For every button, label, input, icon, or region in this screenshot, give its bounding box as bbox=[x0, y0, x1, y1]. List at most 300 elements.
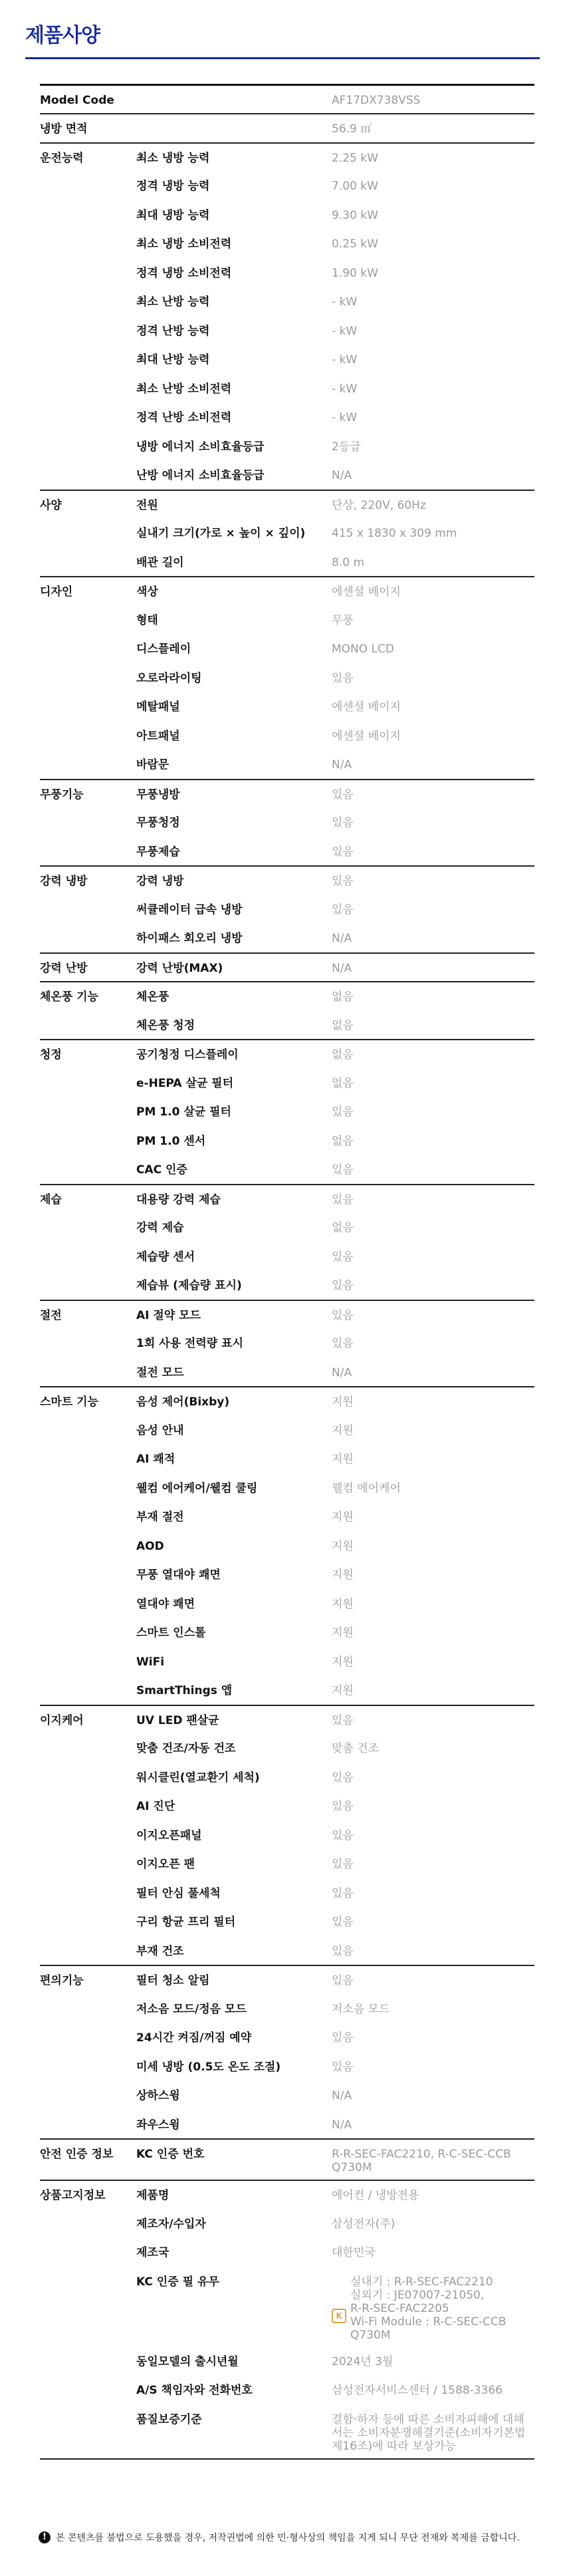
spec-label: 난방 에너지 소비효율등급 bbox=[136, 469, 265, 482]
spec-value: 2등급 bbox=[332, 440, 361, 454]
spec-label: 최소 난방 소비전력 bbox=[136, 382, 232, 396]
spec-label: 필터 청소 알림 bbox=[136, 1965, 332, 1995]
spec-label: 제습뷰 (제습량 표시) bbox=[136, 1279, 242, 1292]
spec-label: 체온풍 청정 bbox=[136, 1018, 195, 1032]
spec-category bbox=[40, 1329, 136, 1358]
spec-row bbox=[40, 2238, 534, 2267]
spec-category bbox=[40, 1647, 136, 1677]
spec-row bbox=[40, 1503, 534, 1532]
spec-label: KC 인증 번호 bbox=[136, 2139, 332, 2180]
spec-category bbox=[40, 287, 136, 317]
spec-label: 아트패널 bbox=[136, 729, 180, 743]
spec-value: 지원 bbox=[332, 1655, 354, 1669]
spec-row bbox=[40, 345, 534, 374]
spec-row bbox=[40, 2023, 534, 2053]
spec-table bbox=[40, 84, 534, 2460]
spec-category bbox=[40, 1532, 136, 1561]
spec-category bbox=[40, 1271, 136, 1300]
spec-value: 삼성전자서비스센터 / 1588-3366 bbox=[332, 2384, 503, 2397]
spec-row bbox=[40, 1329, 534, 1358]
spec-category: 강력 냉방 bbox=[40, 866, 136, 895]
spec-row bbox=[40, 1850, 534, 1879]
spec-row bbox=[40, 664, 534, 693]
spec-value: N/A bbox=[332, 758, 352, 772]
spec-value: 있음 bbox=[332, 1105, 354, 1119]
spec-category bbox=[40, 1155, 136, 1185]
spec-row bbox=[40, 1734, 534, 1763]
spec-value: 있음 bbox=[332, 816, 354, 829]
spec-row bbox=[40, 1995, 534, 2024]
spec-label: 정격 냉방 소비전력 bbox=[136, 266, 232, 280]
spec-category bbox=[40, 1590, 136, 1619]
spec-category bbox=[40, 1763, 136, 1792]
spec-row bbox=[40, 1965, 534, 1995]
spec-category bbox=[40, 1474, 136, 1503]
spec-value: N/A bbox=[332, 953, 534, 982]
spec-value: 있음 bbox=[332, 1337, 354, 1350]
spec-label: 음성 제어(Bixby) bbox=[136, 1387, 332, 1416]
spec-category: 안전 인증 정보 bbox=[40, 2139, 136, 2180]
spec-value: N/A bbox=[332, 932, 352, 945]
spec-category bbox=[40, 664, 136, 693]
spec-category bbox=[40, 1734, 136, 1763]
spec-row bbox=[40, 1300, 534, 1330]
spec-category bbox=[40, 924, 136, 953]
spec-value: 에센셜 베이지 bbox=[332, 700, 401, 714]
spec-category bbox=[40, 1213, 136, 1242]
spec-category bbox=[40, 2023, 136, 2053]
spec-label: 무풍 열대야 쾌면 bbox=[136, 1568, 221, 1582]
spec-label: 무풍제습 bbox=[136, 845, 180, 859]
spec-value bbox=[332, 2267, 534, 2347]
spec-row bbox=[40, 403, 534, 432]
spec-value: 결함·하자 등에 따른 소비자피해에 대해서는 소비자분쟁해결기준(소비자기본법 제16조)에 따라 보상가능 bbox=[332, 2405, 534, 2459]
spec-category: Model Code bbox=[40, 85, 136, 114]
spec-category bbox=[40, 1995, 136, 2024]
spec-row bbox=[40, 259, 534, 288]
spec-category bbox=[40, 895, 136, 925]
spec-label: 전원 bbox=[136, 490, 332, 519]
spec-category bbox=[40, 1097, 136, 1127]
spec-row bbox=[40, 1155, 534, 1185]
spec-row bbox=[40, 85, 534, 114]
spec-label: 절전 모드 bbox=[136, 1365, 184, 1379]
spec-label: PM 1.0 센서 bbox=[136, 1134, 206, 1148]
spec-label: 체온풍 bbox=[136, 982, 332, 1011]
spec-row bbox=[40, 1127, 534, 1156]
spec-value: 삼성전자(주) bbox=[332, 2217, 396, 2231]
spec-label: 메탈패널 bbox=[136, 700, 180, 714]
spec-row bbox=[40, 1387, 534, 1416]
spec-value: 있음 bbox=[332, 866, 534, 895]
spec-category bbox=[40, 2267, 136, 2347]
spec-row bbox=[40, 1416, 534, 1445]
spec-row bbox=[40, 2376, 534, 2405]
spec-category: 스마트 기능 bbox=[40, 1387, 136, 1416]
spec-label: 강력 제습 bbox=[136, 1221, 184, 1234]
spec-value: 1.90 kW bbox=[332, 266, 378, 280]
spec-category: 무풍기능 bbox=[40, 780, 136, 809]
spec-row bbox=[40, 1618, 534, 1647]
spec-value: 무풍 bbox=[332, 613, 354, 627]
spec-category bbox=[40, 1908, 136, 1937]
spec-value: 있음 bbox=[332, 1916, 354, 1929]
spec-row bbox=[40, 317, 534, 346]
spec-label: 대용량 강력 제습 bbox=[136, 1185, 332, 1214]
spec-label: 좌우스윙 bbox=[136, 2118, 180, 2132]
page-title: 제품사양 bbox=[25, 24, 100, 47]
spec-row bbox=[40, 1647, 534, 1677]
spec-row bbox=[40, 722, 534, 751]
spec-label: 써큘레이터 급속 냉방 bbox=[136, 903, 243, 917]
spec-label: 오로라라이팅 bbox=[136, 671, 202, 685]
spec-row bbox=[40, 432, 534, 462]
spec-value: 지원 bbox=[332, 1626, 354, 1640]
spec-category bbox=[40, 837, 136, 867]
spec-category bbox=[40, 403, 136, 432]
spec-value: 에센셜 베이지 bbox=[332, 577, 534, 606]
spec-category bbox=[40, 1416, 136, 1445]
spec-category bbox=[40, 172, 136, 201]
spec-category bbox=[40, 317, 136, 346]
spec-label: A/S 책임자와 전화번호 bbox=[136, 2384, 253, 2397]
spec-label: 제조국 bbox=[136, 2246, 170, 2259]
spec-label: 정격 난방 소비전력 bbox=[136, 411, 232, 424]
spec-category: 디자인 bbox=[40, 577, 136, 606]
spec-category bbox=[40, 2081, 136, 2110]
spec-row bbox=[40, 1879, 534, 1908]
spec-value: MONO LCD bbox=[332, 643, 394, 656]
spec-value: 없음 bbox=[332, 1018, 354, 1032]
spec-row bbox=[40, 143, 534, 172]
spec-value: 단상, 220V, 60Hz bbox=[332, 490, 534, 519]
spec-category bbox=[40, 2376, 136, 2405]
spec-row bbox=[40, 808, 534, 837]
spec-row bbox=[40, 866, 534, 895]
spec-row bbox=[40, 229, 534, 259]
spec-row bbox=[40, 1560, 534, 1590]
spec-row bbox=[40, 1908, 534, 1937]
spec-label: 부재 절전 bbox=[136, 1510, 184, 1524]
spec-row bbox=[40, 2110, 534, 2140]
spec-row bbox=[40, 1821, 534, 1850]
spec-row bbox=[40, 1040, 534, 1069]
spec-value: 있음 bbox=[332, 1250, 354, 1264]
spec-category bbox=[40, 635, 136, 664]
spec-category bbox=[40, 1445, 136, 1474]
spec-label: 형태 bbox=[136, 613, 158, 627]
spec-value: 56.9 ㎡ bbox=[332, 114, 534, 143]
spec-value: 7.00 kW bbox=[332, 180, 378, 193]
spec-label: 부재 건조 bbox=[136, 1944, 184, 1958]
spec-row bbox=[40, 1763, 534, 1792]
spec-row bbox=[40, 2081, 534, 2110]
spec-category bbox=[40, 606, 136, 635]
spec-row bbox=[40, 1213, 534, 1242]
spec-value: - kW bbox=[332, 324, 358, 338]
spec-category bbox=[40, 1242, 136, 1272]
spec-label: 1회 사용 전력량 표시 bbox=[136, 1337, 243, 1350]
spec-value: 지원 bbox=[332, 1568, 354, 1582]
spec-value: 지원 bbox=[332, 1423, 354, 1437]
spec-row bbox=[40, 982, 534, 1011]
spec-label: 웰컴 에어케어/웰컴 쿨링 bbox=[136, 1481, 258, 1495]
spec-category bbox=[40, 2110, 136, 2140]
spec-category bbox=[40, 2347, 136, 2376]
spec-row bbox=[40, 1474, 534, 1503]
spec-category: 청정 bbox=[40, 1040, 136, 1069]
spec-value: 있음 bbox=[332, 1279, 354, 1292]
spec-category: 제습 bbox=[40, 1185, 136, 1214]
spec-row bbox=[40, 2180, 534, 2210]
spec-row bbox=[40, 114, 534, 143]
spec-value: 대한민국 bbox=[332, 2246, 376, 2259]
spec-label: 정격 난방 능력 bbox=[136, 324, 210, 338]
copyright-text: 본 콘텐츠를 불법으로 도용했을 경우, 저작권법에 의한 민·형사상의 책임을 지게 되니 무단 전재와 복제를 금합니다. bbox=[56, 2533, 520, 2543]
spec-value: N/A bbox=[332, 2089, 352, 2102]
spec-row bbox=[40, 606, 534, 635]
spec-label: AI 진단 bbox=[136, 1800, 175, 1813]
spec-row bbox=[40, 1937, 534, 1966]
spec-label: 상하스윙 bbox=[136, 2089, 180, 2102]
spec-label: 동일모델의 출시년월 bbox=[136, 2355, 239, 2368]
spec-category bbox=[40, 1503, 136, 1532]
spec-row bbox=[40, 201, 534, 230]
spec-value: 있음 bbox=[332, 1800, 354, 1813]
spec-value: 있음 bbox=[332, 1944, 354, 1958]
spec-category: 냉방 면적 bbox=[40, 114, 136, 143]
spec-category bbox=[40, 750, 136, 780]
spec-label: e-HEPA 살균 필터 bbox=[136, 1076, 234, 1090]
spec-category bbox=[40, 1358, 136, 1387]
spec-label: UV LED 팬살균 bbox=[136, 1705, 332, 1735]
spec-label: 최대 냉방 능력 bbox=[136, 208, 210, 222]
spec-category bbox=[40, 1821, 136, 1850]
spec-value: 있음 bbox=[332, 1858, 354, 1871]
spec-label: 열대야 쾌면 bbox=[136, 1597, 195, 1611]
spec-row bbox=[40, 1705, 534, 1735]
kc-cert-block bbox=[332, 2275, 534, 2342]
spec-value: 있음 bbox=[332, 1300, 534, 1330]
spec-value: - kW bbox=[332, 411, 358, 424]
spec-category bbox=[40, 374, 136, 404]
spec-label: 이지오픈패널 bbox=[136, 1828, 202, 1842]
spec-row bbox=[40, 1445, 534, 1474]
spec-category: 사양 bbox=[40, 490, 136, 519]
spec-row bbox=[40, 1590, 534, 1619]
spec-row bbox=[40, 548, 534, 577]
spec-label: 이지오픈 팬 bbox=[136, 1858, 195, 1871]
spec-label: 음성 안내 bbox=[136, 1423, 184, 1437]
spec-value: 있음 bbox=[332, 903, 354, 917]
spec-value: 지원 bbox=[332, 1510, 354, 1524]
spec-label: SmartThings 앱 bbox=[136, 1684, 233, 1697]
spec-label: 저소음 모드/정음 모드 bbox=[136, 2002, 247, 2016]
spec-category bbox=[40, 2405, 136, 2459]
spec-label: 구리 항균 프리 필터 bbox=[136, 1916, 236, 1929]
spec-row bbox=[40, 287, 534, 317]
spec-row bbox=[40, 750, 534, 780]
spec-row bbox=[40, 1011, 534, 1040]
spec-value: 지원 bbox=[332, 1387, 534, 1416]
spec-value: 있음 bbox=[332, 845, 354, 859]
kc-mark-icon: K bbox=[332, 2309, 346, 2323]
spec-row bbox=[40, 2053, 534, 2082]
spec-category bbox=[40, 519, 136, 548]
spec-value: 있음 bbox=[332, 1705, 534, 1735]
spec-row bbox=[40, 692, 534, 722]
spec-row bbox=[40, 461, 534, 490]
spec-category bbox=[40, 808, 136, 837]
spec-category bbox=[40, 345, 136, 374]
spec-category bbox=[40, 2210, 136, 2239]
spec-label: KC 인증 필 유무 bbox=[136, 2275, 219, 2289]
spec-value: 에센셜 베이지 bbox=[332, 729, 401, 743]
spec-category: 상품고지정보 bbox=[40, 2180, 136, 2210]
spec-label: 스마트 인스톨 bbox=[136, 1626, 206, 1640]
spec-label: WiFi bbox=[136, 1655, 165, 1669]
spec-row bbox=[40, 1532, 534, 1561]
spec-row bbox=[40, 2405, 534, 2459]
spec-label: 제품명 bbox=[136, 2180, 332, 2210]
copyright-notice bbox=[39, 2531, 544, 2544]
spec-value: 맞춤 건조 bbox=[332, 1742, 380, 1755]
spec-value: N/A bbox=[332, 1365, 352, 1379]
spec-category bbox=[40, 1011, 136, 1040]
warning-icon: ! bbox=[39, 2531, 51, 2543]
spec-category bbox=[40, 229, 136, 259]
spec-row bbox=[40, 490, 534, 519]
spec-label: 최대 난방 능력 bbox=[136, 353, 210, 366]
spec-category: 편의기능 bbox=[40, 1965, 136, 1995]
spec-label: 공기청정 디스플레이 bbox=[136, 1040, 332, 1069]
spec-row bbox=[40, 1792, 534, 1821]
spec-category bbox=[40, 1879, 136, 1908]
spec-label: 실내기 크기(가로 × 높이 × 깊이) bbox=[136, 527, 306, 540]
spec-label: 최소 냉방 능력 bbox=[136, 143, 332, 172]
spec-category bbox=[40, 461, 136, 490]
spec-label: AOD bbox=[136, 1539, 164, 1553]
spec-row bbox=[40, 837, 534, 867]
spec-label bbox=[136, 114, 332, 143]
spec-value: 에어컨 / 냉방전용 bbox=[332, 2180, 534, 2210]
spec-label: 맞춤 건조/자동 건조 bbox=[136, 1742, 236, 1755]
spec-value: N/A bbox=[332, 2118, 352, 2132]
spec-category bbox=[40, 1850, 136, 1879]
spec-category bbox=[40, 548, 136, 577]
spec-value: 없음 bbox=[332, 1134, 354, 1148]
spec-label: 워시클린(열교환기 세척) bbox=[136, 1771, 260, 1785]
spec-row bbox=[40, 374, 534, 404]
spec-value: AF17DX738VSS bbox=[332, 85, 534, 114]
spec-row bbox=[40, 1185, 534, 1214]
spec-value: 없음 bbox=[332, 1040, 534, 1069]
spec-value: N/A bbox=[332, 469, 352, 482]
spec-category bbox=[40, 2053, 136, 2082]
spec-category bbox=[40, 1560, 136, 1590]
spec-category: 강력 난방 bbox=[40, 953, 136, 982]
spec-row bbox=[40, 1271, 534, 1300]
spec-label: 디스플레이 bbox=[136, 643, 191, 656]
spec-category: 체온풍 기능 bbox=[40, 982, 136, 1011]
spec-label: 무풍청정 bbox=[136, 816, 180, 829]
spec-row bbox=[40, 172, 534, 201]
spec-label: 최소 난방 능력 bbox=[136, 295, 210, 309]
spec-value: 있음 bbox=[332, 780, 534, 809]
spec-category bbox=[40, 722, 136, 751]
spec-label: 제습량 센서 bbox=[136, 1250, 195, 1264]
spec-category bbox=[40, 1618, 136, 1647]
spec-label: 강력 냉방 bbox=[136, 866, 332, 895]
spec-value: 있음 bbox=[332, 1886, 354, 1900]
spec-category bbox=[40, 1127, 136, 1156]
spec-row bbox=[40, 1676, 534, 1705]
spec-value: 지원 bbox=[332, 1539, 354, 1553]
spec-label: 냉방 에너지 소비효율등급 bbox=[136, 440, 265, 454]
spec-label: 미세 냉방 (0.5도 온도 조절) bbox=[136, 2060, 281, 2074]
spec-value: - kW bbox=[332, 295, 358, 309]
spec-value: 있음 bbox=[332, 1771, 354, 1785]
spec-row bbox=[40, 2347, 534, 2376]
spec-value: 있음 bbox=[332, 1185, 534, 1214]
spec-label: AI 절약 모드 bbox=[136, 1300, 332, 1330]
spec-row bbox=[40, 780, 534, 809]
spec-value: 2024년 3월 bbox=[332, 2355, 394, 2368]
spec-category: 절전 bbox=[40, 1300, 136, 1330]
spec-category bbox=[40, 259, 136, 288]
spec-category: 운전능력 bbox=[40, 143, 136, 172]
spec-label: 정격 냉방 능력 bbox=[136, 180, 210, 193]
spec-row bbox=[40, 1097, 534, 1127]
spec-label: 품질보증기준 bbox=[136, 2405, 332, 2459]
spec-value: 없음 bbox=[332, 982, 534, 1011]
spec-value: 있음 bbox=[332, 1828, 354, 1842]
spec-row bbox=[40, 519, 534, 548]
spec-label: 강력 난방(MAX) bbox=[136, 953, 332, 982]
spec-value: 없음 bbox=[332, 1076, 354, 1090]
spec-value: 있음 bbox=[332, 2060, 354, 2074]
spec-row bbox=[40, 577, 534, 606]
spec-value: 2.25 kW bbox=[332, 143, 534, 172]
spec-row bbox=[40, 1242, 534, 1272]
spec-value: - kW bbox=[332, 353, 358, 366]
spec-label: CAC 인증 bbox=[136, 1163, 187, 1177]
spec-row bbox=[40, 924, 534, 953]
spec-value: 있음 bbox=[332, 2031, 354, 2045]
spec-row bbox=[40, 635, 534, 664]
spec-value: - kW bbox=[332, 382, 358, 396]
spec-value: 지원 bbox=[332, 1453, 354, 1466]
spec-category bbox=[40, 1069, 136, 1098]
spec-row bbox=[40, 2267, 534, 2347]
spec-category: 이지케어 bbox=[40, 1705, 136, 1735]
spec-value: 저소음 모드 bbox=[332, 2002, 390, 2016]
spec-row bbox=[40, 2139, 534, 2180]
spec-value: 지원 bbox=[332, 1684, 354, 1697]
spec-category bbox=[40, 692, 136, 722]
spec-category bbox=[40, 1937, 136, 1966]
spec-value: 8.0 m bbox=[332, 555, 364, 569]
spec-category bbox=[40, 1792, 136, 1821]
spec-category bbox=[40, 432, 136, 462]
spec-value: 웰컴 에어케어 bbox=[332, 1481, 401, 1495]
spec-value: 있음 bbox=[332, 1965, 534, 1995]
kc-cert-text: 실내기 : R-R-SEC-FAC2210 실외기 : JE07007-21050, R-R-SEC-FAC2205 Wi-Fi Module : R-C-SEC-CCB Q730M bbox=[350, 2275, 507, 2342]
spec-label: 배관 길이 bbox=[136, 555, 184, 569]
spec-label: AI 쾌적 bbox=[136, 1453, 175, 1466]
spec-label: PM 1.0 살균 필터 bbox=[136, 1105, 231, 1119]
spec-row bbox=[40, 1358, 534, 1387]
